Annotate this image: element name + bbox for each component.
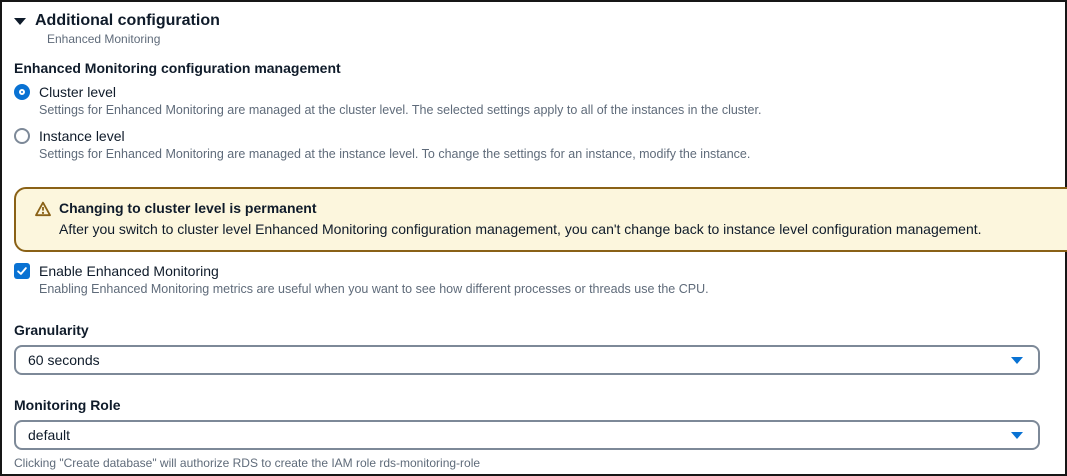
chevron-down-icon [1011,357,1023,364]
monitoring-role-select[interactable] [14,420,1040,450]
granularity-value: 60 seconds [28,352,100,368]
config-management-radio-group [14,84,1065,162]
enable-monitoring-label: Enable Enhanced Monitoring [39,263,219,279]
granularity-select[interactable] [14,345,1040,375]
warning-banner [14,187,1067,252]
section-subtitle: Enhanced Monitoring [47,32,161,46]
monitoring-role-value: default [28,427,71,443]
section-title: Additional configuration [35,12,220,29]
additional-configuration-panel [2,2,1065,470]
monitoring-role-hint: Clicking "Create database" will authorize RDS to create the IAM role rds-monitoring-role [14,456,481,470]
radio-cluster-level[interactable] [14,84,30,100]
radio-dot [19,89,25,95]
caret-down-icon [14,18,26,25]
enable-monitoring-option[interactable] [14,263,1065,279]
granularity-label: Granularity [14,322,89,338]
radio-option-instance-level[interactable] [14,128,1065,144]
warning-banner-header [35,200,1058,217]
enable-monitoring-description: Enabling Enhanced Monitoring metrics are useful when you want to see how different processes or threads use the CPU. [39,282,709,296]
chevron-down-icon [1011,432,1023,439]
warning-title: Changing to cluster level is permanent [59,200,317,216]
warning-message: After you switch to cluster level Enhanced Monitoring configuration management, you can't change back to instance level configuration management. [59,221,982,237]
enable-monitoring-checkbox[interactable] [14,263,30,279]
radio-instance-level-label: Instance level [39,128,125,144]
warning-icon [35,201,51,217]
section-expander[interactable] [14,12,1065,30]
radio-cluster-level-label: Cluster level [39,84,117,100]
radio-instance-level[interactable] [14,128,30,144]
radio-option-cluster-level[interactable] [14,84,1065,100]
radio-instance-level-description: Settings for Enhanced Monitoring are managed at the instance level. To change the settings for an instance, modify the instance. [39,147,751,161]
radio-cluster-level-description: Settings for Enhanced Monitoring are managed at the cluster level. The selected settings apply to all of the instances in the cluster. [39,103,762,117]
monitoring-role-label: Monitoring Role [14,397,121,413]
config-management-label: Enhanced Monitoring configuration management [14,60,341,76]
